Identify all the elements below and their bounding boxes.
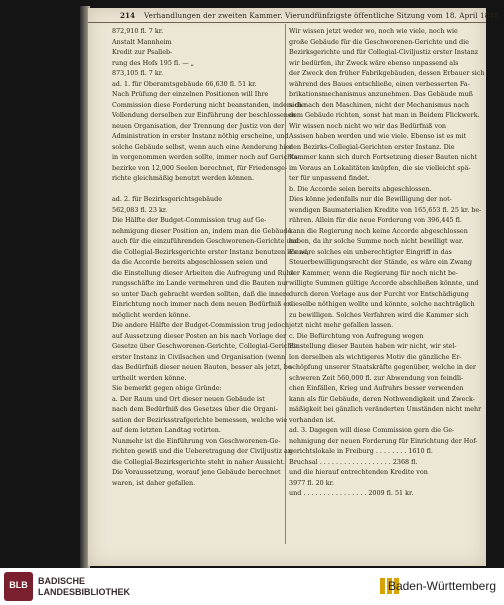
text-line: so unter Dach gebracht werden sollten, daß die innere	[112, 289, 290, 298]
text-line: brikationsmechanismus anzunehmen. Das Gebäude muß	[289, 90, 473, 98]
text-line: 872,910 fl. 7 kr.	[112, 27, 164, 35]
running-header	[88, 10, 502, 23]
document-page	[88, 8, 502, 566]
text-line: mäßigkeit bei gänzlich veränderten Umständen nicht mehr	[289, 405, 482, 413]
text-line	[112, 184, 284, 195]
text-line: im Voraus an Lokalitäten knüpfen, die sie vielleicht spä-	[289, 163, 471, 172]
text-line: haben, da ihr solche Summe noch nicht bewilligt war.	[289, 237, 464, 245]
text-line: c. Die Befürchtung von Aufregung wegen	[289, 331, 424, 340]
text-line: der Kammer, wenn die Regierung für noch nicht be-	[289, 268, 458, 277]
text-line: Assisen haben werden und wie viele. Ebenso ist es mit	[289, 132, 467, 140]
text-line: a. Der Raum und Ort dieser neuen Gebäude ist	[112, 394, 265, 403]
page-number: 214	[120, 11, 136, 20]
text-line: Administration in erster Instanz nöthig erscheine, und	[112, 132, 289, 140]
left-column	[112, 26, 309, 488]
text-line: die Einstellung dieser Arbeiten die Aufregung und Ruhe	[112, 268, 295, 277]
text-line: die Collegial-Bezirksgerichte steht in naher Aussicht.	[112, 457, 285, 466]
text-line: schöpfung unserer Staatskräfte gegenüber, welche in der	[289, 363, 476, 371]
viewer-footer	[0, 568, 504, 605]
text-line: während des Baues entschließe, einen verbesserten Fa-	[289, 79, 470, 88]
text-line: 873,105 fl. 7 kr.	[112, 69, 164, 77]
blb-logo[interactable]	[4, 572, 33, 601]
text-line: Dies könne jedenfalls nur die Bewilligung der not-	[289, 195, 452, 203]
text-line: vorhanden ist.	[289, 415, 336, 424]
text-line: Nach Prüfung der einzelnen Positionen will Ihre	[112, 90, 269, 98]
text-line: Kredit zur Psalleb-	[112, 48, 173, 56]
text-line: große Gebäude für die Geschworenen-Gerichte und die	[289, 37, 469, 46]
text-line: rühren. Allein für die neue Forderung von 396,445 fl.	[289, 216, 462, 224]
text-line: Vollendung derselben zur Einführung der beschlossenen	[112, 111, 296, 119]
text-line: ad. 2. für Bezirksgerichtsgebäude	[112, 195, 223, 203]
text-line: kann als für Gebäude, deren Nothwendigkeit und Zweck-	[289, 394, 475, 403]
text-line: Einstellung dieser Bauten haben wir nicht, wir stel-	[289, 342, 457, 350]
text-line: Die Voraussetzung, worauf jene Gebäude berechnet	[112, 468, 281, 476]
text-line: nach dem Bedürfniß des Gesetzes über die Organi-	[112, 405, 278, 413]
text-line: rungsschäfte im Lande vermehren und die Bauten nur	[112, 279, 289, 287]
text-line: Bruchsal . . . . . . . . . . . . . . . . . . 2368 fl.	[289, 457, 418, 466]
text-line: wir bedürfen, ihr Zweck wäre ebenso unpassend als	[289, 58, 459, 67]
text-line: zu bewilligen. Solches Verfahren wird die Kammer sich	[289, 310, 469, 319]
partner-logo-text[interactable]: Baden-Württemberg	[387, 579, 496, 593]
text-line: Steuerbewilligungsrecht der Stände, es wäre ein Zwang	[289, 258, 472, 266]
text-line: bezirke von 12,000 Seelen berechnet, für Friedensge-	[112, 163, 288, 172]
text-line: Wir wissen jetzt weder wo, noch wie viele, noch wie	[289, 27, 458, 35]
text-line: rung des Hofs 195 fl. — „	[112, 58, 194, 67]
text-line: dieselbe nöthigen wollte und könnte, solche nachträglich	[289, 300, 475, 308]
text-line: nehmigung der neuen Forderung für Einrichtung der Hof-	[289, 436, 478, 445]
text-line: nehmigung dieser Position an, indem man die Gebäude	[112, 226, 292, 235]
text-line: Gesetze über Geschworenen-Gerichte, Collegial-Gerichte	[112, 342, 298, 350]
text-line: richten gewiß und die Ueberetragung der Civiljustiz an	[112, 447, 292, 455]
text-line: waren, ist daher gefallen.	[112, 478, 196, 487]
text-line: ter für unpassend findet.	[289, 174, 370, 182]
text-line: gerichtslokale in Freiburg . . . . . . . . 1610 fl.	[289, 447, 433, 455]
text-line: richte gleichmäßig benutzt werden können.	[112, 174, 254, 182]
text-line: solche Gebäude selbst, wenn auch eine Aenderung hier	[112, 142, 293, 151]
text-line: in vorgenommen werden sollte, immer noch auf Gerichts-	[112, 153, 300, 161]
text-line: auf dem letzten Landtag votirten.	[112, 426, 221, 434]
text-line: den Bezirks-Collegial-Gerichten erster Instanz. Die	[289, 142, 455, 151]
right-column	[289, 26, 485, 499]
text-line: erster Instanz in Civilsachen und Organisation (wenn	[112, 352, 286, 361]
text-line: schweren Zeit 560,000 fl. zur Abwendung von feindli-	[289, 373, 464, 382]
library-name[interactable]	[38, 576, 130, 598]
text-line: 3977 fl. 20 kr.	[289, 478, 335, 487]
text-line: kann die Regierung noch keine Accorde abgeschlossen	[289, 226, 468, 235]
text-line: Wir wissen noch nicht wo wir das Bedürfniß von	[289, 121, 447, 130]
text-line: wendigen Baumaterialien Kredite von 165,653 fl. 25 kr. be-	[289, 205, 482, 214]
text-line: urtheilt werden könne.	[112, 373, 187, 382]
text-line: ad. 3. Dagegen will diese Commission gern die Ge-	[289, 426, 455, 434]
text-line: Anstalt Mannheim	[112, 37, 172, 46]
text-line: Die Hälfte der Budget-Commission trug auf Ge-	[112, 216, 267, 224]
text-line: len derselben als wichtigeres Motiv die gänzliche Er-	[289, 352, 462, 361]
text-line: dem Gebäude richten, sonst hat man in Beidem Flickwerk.	[289, 111, 480, 119]
text-line: die Collegial-Bezirksgerichte erster Instanz benutzen könne,	[112, 247, 309, 256]
library-name-line1: BADISCHE	[38, 576, 86, 586]
text-line: auf Aussetzung dieser Posten an bis nach Vorlage der	[112, 331, 287, 340]
text-line: auch für die einzuführenden Geschworenen-Gerichte und	[112, 237, 299, 245]
text-line: jetzt nicht mehr gefallen lassen.	[289, 321, 394, 329]
text-line: Einrichtung noch immer nach dem neuen Bedürfniß er-	[112, 300, 293, 308]
text-line: sation der Bezirksstrafgerichte bemessen, welche wie	[112, 415, 288, 424]
text-line: der Zweck den früher Fabrikgebäuden, dessen Erbauer sich	[289, 69, 485, 77]
text-line: das Bedürfniß dieser neuen Bauten, besser als jetzt, be-	[112, 363, 294, 371]
text-line: neuen Organisation, der Trennung der Justiz von der	[112, 121, 285, 130]
text-line: möglicht werden könne.	[112, 310, 191, 319]
text-line: 562,083 fl. 23 kr.	[112, 205, 168, 214]
text-line: Es wäre solches ein unberechtigter Eingriff in das	[289, 247, 452, 256]
text-line: Nunmehr ist die Einführung von Geschworenen-Ge-	[112, 436, 281, 445]
text-line: ad. 1. für Oberamtsgebäude 66,630 fl. 51 kr.	[112, 79, 257, 88]
text-line: Commission diese Forderung nicht beanstanden, indem die	[112, 100, 305, 109]
text-line: durch deren Vorlage aus der Furcht vor Entschädigung	[289, 289, 469, 298]
text-line: da die Accorde bereits abgeschlossen seien und	[112, 258, 268, 266]
library-name-line2: LANDESBIBLIOTHEK	[38, 587, 130, 597]
text-line: sich nach den Maschinen, nicht der Mechanismus nach	[289, 100, 469, 109]
text-line: Sie bemerkt gegen obige Gründe:	[112, 384, 222, 392]
text-line: und . . . . . . . . . . . . . . . . 2009 fl. 51 kr.	[289, 489, 414, 497]
header-title: Verhandlungen der zweiten Kammer. Vierundfünfzigste öffentliche Sitzung vom 18. April 1848.	[144, 11, 502, 20]
text-line: willigte Summen gültige Accorde abschließen könnte, und	[289, 279, 479, 287]
text-line: und die hierauf entrechtenden Kredite von	[289, 468, 428, 476]
text-line: Kammer kann sich durch Fortsetzung dieser Bauten nicht	[289, 153, 478, 161]
blb-logo-text: BLB	[9, 580, 28, 590]
text-line: b. Die Accorde seien bereits abgeschlossen.	[289, 184, 432, 193]
text-line: Die andere Hälfte der Budget-Commission trug jedoch	[112, 321, 290, 329]
text-line: chen Einfällen, Krieg und Aufruhrs besser verwenden	[289, 384, 464, 392]
text-line: Bezirksgerichte und für Collegial-Civiljustiz erster Instanz	[289, 48, 479, 56]
